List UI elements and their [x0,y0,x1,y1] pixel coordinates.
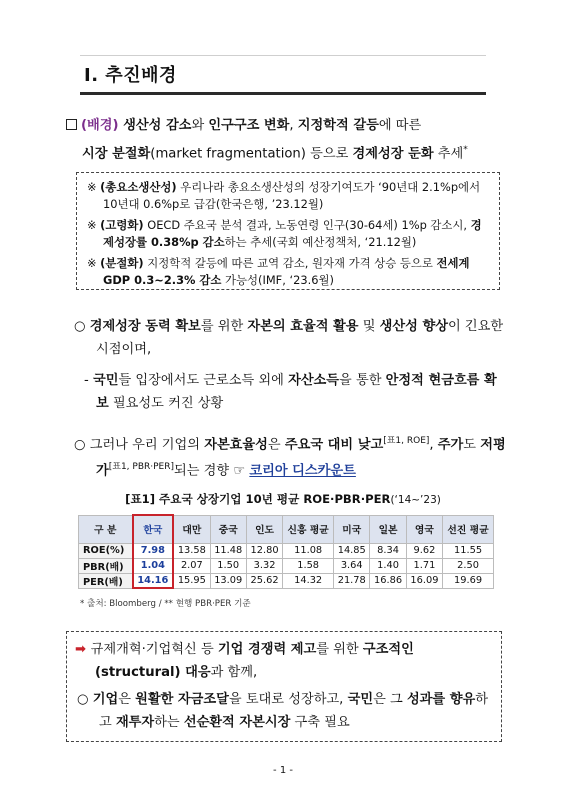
geopolitical-conflict: 지정학적 갈등 [297,118,379,133]
table-cell: 11.08 [283,543,334,558]
text: 및 [358,319,380,334]
emphasis: 자본효율성 [204,437,268,453]
text: 은 그 [373,692,407,707]
table-caption-text: [표1] 주요국 상장기업 10년 평균 ROE·PBR·PER [125,492,391,506]
korea-discount-paragraph [74,430,506,483]
col-header-taiwan: 대만 [173,515,210,543]
row-label: ROE(%) [79,543,133,558]
background-tag: (배경) [81,118,119,133]
emphasis: 기업 [92,692,119,707]
title-top-rule [80,55,486,56]
note-label: (분절화) [100,256,144,270]
note-label: (총요소생산성) [100,180,177,194]
emphasis: 자산소득 [288,373,340,388]
emphasis: 기업 경쟁력 제고 [217,642,317,657]
table-ref: [표1, ROE] [383,436,430,446]
table-header-row [79,515,494,543]
structural-response-paragraph [75,638,495,684]
emphasis: 재투자 [115,715,155,730]
col-header-china: 중국 [210,515,246,543]
emphasis: 국민 [347,692,374,707]
growth-engine-paragraph [74,315,506,361]
table-period: (‘14~’23) [390,494,441,506]
col-header-usa: 미국 [334,515,370,543]
bg-text: 추세 [433,146,464,162]
text: 를 위한 [316,642,363,657]
demographic-change: 인구구조 변화 [208,118,290,133]
text: 을 토대로 성장하고, [228,692,348,707]
market-fragmentation-en: (market fragmentation) [150,146,306,162]
table-cell: 13.09 [210,573,246,588]
text: 규제개혁·기업혁신 등 [90,642,218,657]
text: 들 입장에서도 근로소득 외에 [118,373,289,388]
col-header-korea: 한국 [133,515,174,543]
emphasis: 원활한 자금조달 [135,692,229,707]
pointing-hand-icon: ☞ [233,463,250,479]
productivity-decline: 생산성 감소 [118,118,192,133]
text: 필요성도 커진 상황 [108,396,224,411]
emphasis: 성과를 향유 [406,692,476,707]
table-cell: 3.64 [334,558,370,573]
table-cell: 2.50 [443,558,494,573]
table-row-pbr [79,558,494,573]
note-text: 하는 추세(국회 예산정책처, ‘21.12월) [224,234,417,249]
text: 를 위한 [200,319,248,334]
emphasis: 저평가 [96,437,506,479]
table-cell: 16.86 [370,573,406,588]
conclusion-box [66,631,502,742]
emphasis: 선순환적 자본시장 [183,715,291,730]
note-aging [87,217,491,250]
table-cell: 16.09 [406,573,442,588]
table-row-per [79,573,494,588]
table-cell: 14.85 [334,543,370,558]
text: 이 긴요한 시점이며, [96,319,504,357]
note-mark: ※ [87,180,101,194]
note-fragmentation [87,255,491,288]
note-label: (고령화) [100,218,144,232]
text: 하고 [99,692,488,730]
bg-text: 등으로 [305,146,353,162]
table-row-roe [79,543,494,558]
row-label: PER(배) [79,573,133,588]
checkbox-bullet-icon [66,119,77,130]
emphasis: 국민 [92,373,119,388]
col-header-developed-avg: 선진 평균 [443,515,494,543]
row-label: PBR(배) [79,558,133,573]
table-cell: 1.50 [210,558,246,573]
cell-korea: 7.98 [133,543,174,558]
citizen-paragraph [84,369,506,415]
col-header-japan: 일본 [370,515,406,543]
emphasis: 주요국 대비 낮고 [284,437,384,453]
bg-text: 에 따른 [378,118,422,133]
table-cell: 1.40 [370,558,406,573]
note-tfp [87,179,491,212]
emphasis: 경제성장 동력 확보 [89,319,201,334]
cell-korea: 1.04 [133,558,174,573]
page-number: - 1 - [273,765,293,776]
table-cell: 11.55 [443,543,494,558]
emphasis: 안정적 현금흐름 확보 [96,373,497,411]
table-ref: [표1, PBR·PER] [108,462,174,473]
text: 과 함께, [210,665,258,680]
col-header-india: 인도 [246,515,282,543]
circle-bullet: ○ [74,437,90,453]
table-cell: 14.32 [283,573,334,588]
text: 그러나 우리 기업의 [89,437,205,453]
table-cell: 25.62 [246,573,282,588]
text: 은 [118,692,136,707]
capital-market-paragraph [77,688,495,734]
bg-text: 와 [191,118,209,133]
col-header-emerging-avg: 신흥 평균 [283,515,334,543]
table-cell: 15.95 [173,573,210,588]
circle-bullet: ○ [74,319,90,334]
table-cell: 13.58 [173,543,210,558]
note-text: OECD 주요국 분석 결과, 노동연령 인구(30-64세) 1%p 감소시, [143,218,471,232]
table-cell: 12.80 [246,543,282,558]
note-text: 가능성(IMF, ‘23.6월) [221,272,334,287]
text: 되는 경향 [174,463,234,479]
background-line-2 [66,138,500,166]
emphasis: 생산성 향상 [379,319,448,334]
notes-box [76,172,500,290]
emphasis: 구조적인 (structural) 대응 [95,642,414,680]
text: 구축 필요 [290,715,350,730]
note-text: 우리나라 총요소생산성의 성장기여도가 ‘90년대 2.1%p에서 10년대 0.6%p로 급감(한국은행, ’23.12월) [103,180,481,211]
footnote-mark: * [463,145,468,155]
table-cell: 1.58 [283,558,334,573]
text: 하는 [154,715,184,730]
col-header-category: 구 분 [79,515,133,543]
note-mark: ※ [87,218,101,232]
valuation-table [78,514,494,589]
cell-korea: 14.16 [133,573,174,588]
circle-bullet: ○ [77,692,93,707]
section-title: Ⅰ. 추진배경 [84,65,177,86]
table-cell: 8.34 [370,543,406,558]
emphasis: 주가 [437,437,464,453]
market-fragmentation: 시장 분절화 [82,146,151,162]
note-mark: ※ [87,256,101,270]
text: , [429,437,438,453]
table-cell: 2.07 [173,558,210,573]
table-cell: 1.71 [406,558,442,573]
note-emphasis: 전세계 GDP 0.3~2.3% 감소 [103,256,470,287]
note-text: 지정학적 갈등에 따른 교역 감소, 원자재 가격 상승 등으로 [143,256,437,270]
text: 도 [463,437,481,453]
table-cell: 19.69 [443,573,494,588]
table-cell: 11.48 [210,543,246,558]
table-cell: 21.78 [334,573,370,588]
col-header-uk: 영국 [406,515,442,543]
table-cell: 3.32 [246,558,282,573]
table-caption [0,491,566,507]
text: 을 통한 [339,373,386,388]
text: 은 [267,437,285,453]
note-emphasis: 경제성장률 0.38%p 감소 [103,218,482,249]
table-source: * 출처: Bloomberg / ** 현행 PBR·PER 기준 [80,599,251,609]
right-arrow-icon: ➡ [75,642,91,657]
bg-text: , [289,118,298,133]
table-cell: 9.62 [406,543,442,558]
background-paragraph [66,114,500,166]
growth-slowdown: 경제성장 둔화 [352,146,434,162]
korea-discount-link[interactable]: 코리아 디스카운트 [249,463,356,479]
emphasis: 자본의 효율적 활용 [247,319,359,334]
section-title-bar [80,55,486,95]
dash-bullet: - [84,373,93,388]
